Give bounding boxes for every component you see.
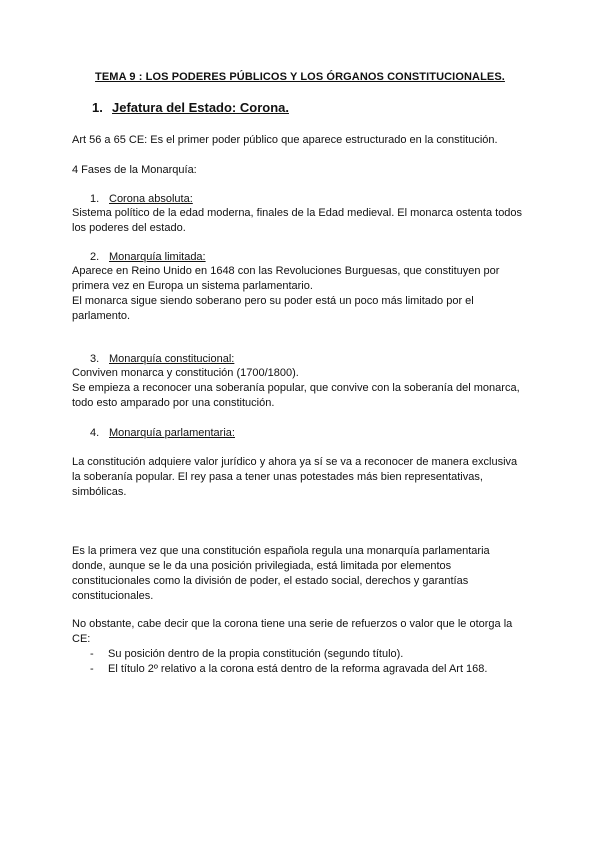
phase-heading [90,192,193,207]
paragraph-line: constitucionales. [72,590,154,602]
phase-text-line: Aparece en Reino Unido en 1648 con las Revoluciones Burguesas, que constituyen por [72,265,500,277]
paragraph-line: No obstante, cabe decir que la corona tiene una serie de refuerzos o valor que le otorga la [72,618,513,630]
section-number: 1. [92,100,103,115]
phases-heading: 4 Fases de la Monarquía: [72,164,197,176]
phase-heading [90,250,206,265]
phase-text-line: simbólicas. [72,486,127,498]
section-label: Jefatura del Estado: Corona. [112,100,289,115]
phase-text-line: todo esto amparado por una constitución. [72,397,275,409]
phase-number: 1. [90,193,100,205]
phase-label: Monarquía limitada: [109,251,206,263]
paragraph-line: constitucionales como la división de poder, el estado social, derechos y garantías [72,575,469,587]
list-item [90,662,487,677]
bullet-text: El título 2º relativo a la corona está dentro de la reforma agravada del Art 168. [108,663,488,675]
paragraph-line: donde, aunque se le da una posición privilegiada, está limitada por elementos [72,560,452,572]
phase-text-line: El monarca sigue siendo soberano pero su poder está un poco más limitado por el [72,295,474,307]
phase-label: Monarquía constitucional: [109,353,235,365]
phase-number: 3. [90,353,100,365]
phase-number: 4. [90,427,100,439]
document-title: TEMA 9 : LOS PODERES PÚBLICOS Y LOS ÓRGANOS CONSTITUCIONALES. [95,71,505,83]
list-item [90,647,403,662]
phase-text-line: parlamento. [72,310,131,322]
phase-text-line: la soberanía popular. El rey pasa a tener unas potestades más bien representativas, [72,471,483,483]
phase-text-line: Conviven monarca y constitución (1700/1800). [72,367,299,379]
paragraph-line: CE: [72,633,91,645]
phase-text-line: los poderes del estado. [72,222,186,234]
phase-text-line: Sistema político de la edad moderna, finales de la Edad medieval. El monarca ostenta todos [72,207,523,219]
bullet-text: Su posición dentro de la propia constitución (segundo título). [108,648,404,660]
bullet-dash: - [90,663,94,675]
phase-number: 2. [90,251,100,263]
phase-heading [90,426,235,441]
phase-text-line: primera vez en Europa un sistema parlamentario. [72,280,313,292]
intro-paragraph: Art 56 a 65 CE: Es el primer poder público que aparece estructurado en la constitución. [72,134,498,146]
phase-text-line: Se empieza a reconocer una soberanía popular, que convive con la soberanía del monarca, [72,382,520,394]
phase-label: Monarquía parlamentaria: [109,427,235,439]
section-heading [92,100,289,115]
phase-text-line: La constitución adquiere valor jurídico y ahora ya sí se va a reconocer de manera exclusiva [72,456,518,468]
bullet-dash: - [90,648,94,660]
paragraph-line: Es la primera vez que una constitución española regula una monarquía parlamentaria [72,545,490,557]
phase-label: Corona absoluta: [109,193,193,205]
phase-heading [90,352,234,367]
